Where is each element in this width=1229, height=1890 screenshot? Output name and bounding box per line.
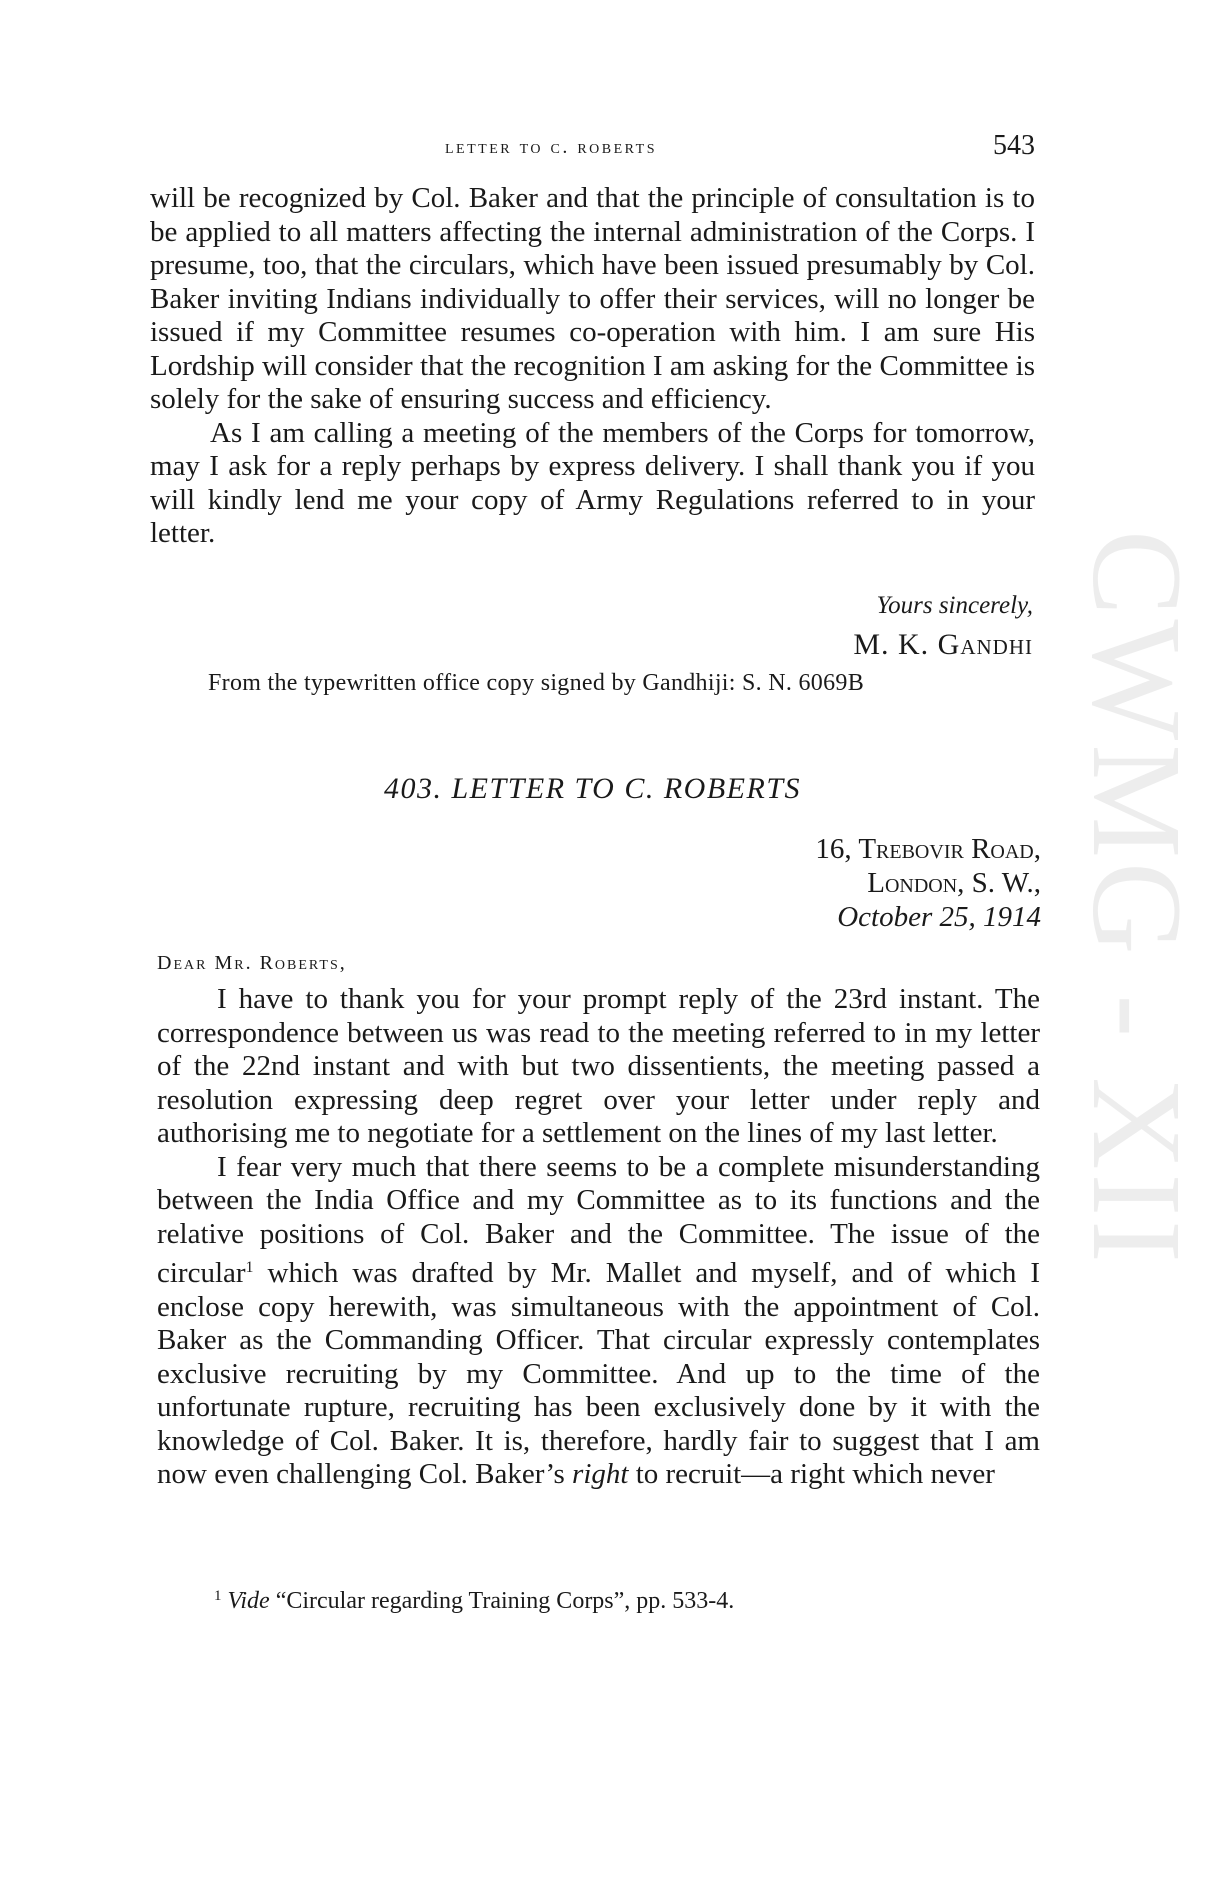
address-line: 16, Trebovir Road, [815, 833, 1041, 865]
signature: M. K. Gandhi [853, 628, 1033, 661]
address-line: London, S. W., [867, 867, 1041, 899]
letter-body [157, 983, 1040, 1492]
running-head-title: letter to c. roberts [445, 136, 658, 158]
watermark: CWMG - XII [1066, 530, 1208, 1267]
continued-paragraph: will be recognized by Col. Baker and that the principle of consultation is to be applied to all matters affecting the internal administration of the Corps. I presume, too, that the circulars, which have been issued presumably by Col. Baker inviting Indians individually to offer their services, will no longer be issued if my Committee resumes co-operation with him. I am sure His Lordship will consider that the recognition I am asking for the Committee is solely for the sake of ensuring success and efficiency. [150, 182, 1035, 415]
footnote [214, 1588, 734, 1615]
running-head [150, 130, 1035, 170]
salutation: Dear Mr. Roberts, [157, 952, 347, 974]
footnote-text: “Circular regarding Training Corps”, pp. 533-4. [269, 1588, 735, 1614]
page-number: 543 [993, 130, 1035, 161]
address-block [815, 832, 1041, 934]
continued-paragraph: As I am calling a meeting of the members of the Corps for tomorrow, may I ask for a reply perhaps by express delivery. I shall thank you if you will kindly lend me your copy of Army Regulations referred to in your letter. [150, 416, 1035, 549]
source-note: From the typewritten office copy signed by Gandhiji: S. N. 6069B [208, 670, 865, 696]
paragraph-text: which was drafted by Mr. Mallet and myself, and of which I enclose copy herewith, was simultaneous with the appointment of Col. Baker as the Commanding Officer. That circular expressly contemplates exclusive recruiting by my Committee. And up to the time of the unfortunate rupture, recruiting has been exclusively done by it with the knowledge of Col. Baker. It is, therefore, hardly fair to suggest that I am now even challenging Col. Baker’s [157, 1257, 1040, 1490]
continued-letter-body [150, 182, 1035, 551]
paragraph-text: to recruit—a right which never [628, 1458, 995, 1490]
paragraph-text: I fear very much that there seems to be a complete misunderstanding between the India Office and my Committee as to its functions and the relative positions of Col. Baker and the Committee. The issue of the circular [157, 1150, 1040, 1289]
footnote-reference: 1 [245, 1259, 254, 1276]
footnote-marker: 1 [214, 1588, 222, 1604]
letter-paragraph [157, 1151, 1040, 1492]
emphasized-word: right [572, 1458, 629, 1490]
closing-salutation: Yours sincerely, [876, 592, 1033, 619]
footnote-italic: Vide [227, 1588, 270, 1614]
document-heading: 403. LETTER TO C. ROBERTS [384, 772, 801, 805]
letter-paragraph: I have to thank you for your prompt reply of the 23rd instant. The correspondence between us was read to the meeting referred to in my letter of the 22nd instant and with but two dissentients, the meeting passed a resolution expressing deep regret over your letter under reply and authorising me to negotiate for a settlement on the lines of my last letter. [157, 983, 1040, 1149]
letter-date: October 25, 1914 [837, 901, 1041, 933]
